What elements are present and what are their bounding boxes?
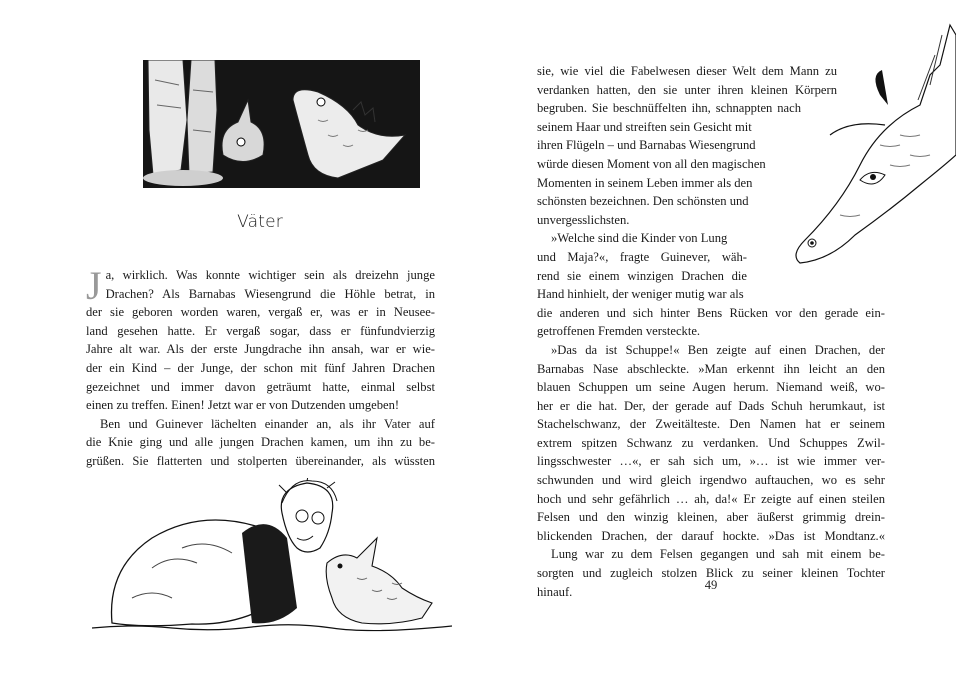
- text-line: hinauf.: [537, 584, 573, 599]
- text-line: die anderen und sich hinter Bens Rücken vor den gerade ein-: [537, 305, 885, 320]
- text-line: würde diesen Moment von all den magischen: [537, 156, 766, 171]
- text-line: »Welche sind die Kinder von Lung: [551, 231, 728, 246]
- text-line: die Knie ging und alle jungen Drachen kamen, um ihn zu be-: [86, 435, 435, 450]
- drop-cap: J: [86, 263, 102, 308]
- chapter-header-illustration: [143, 60, 420, 188]
- text-line: seinem Haar und streiften sein Gesicht mit: [537, 119, 752, 134]
- text-line: Hand hinhielt, der weniger mutig war als: [537, 287, 744, 302]
- text-line: schwunden und wird gleich irgendwo auftauchen, wo es sehr: [537, 473, 885, 488]
- text-line: Stachelschwanz, der Zweitälteste. Den Namen hat er seinem: [537, 417, 885, 432]
- text-line: Ben und Guinever lächelten einander an, als ihr Vater auf: [100, 416, 435, 431]
- paragraph: [537, 62, 885, 229]
- paragraph: [537, 341, 885, 546]
- paragraph: [86, 263, 435, 415]
- text-line: Momenten in seinem Leben immer als den: [537, 175, 753, 190]
- text-line: schönsten bezeichnen. Den schönsten und: [537, 194, 749, 209]
- text-line: Lung war zu dem Felsen gegangen und sah mit einem be-: [551, 547, 885, 562]
- text-line: begruben. Sie beschnüffelten ihn, schnappten nach: [537, 101, 801, 116]
- barnabas-with-dragon-illustration: [92, 478, 452, 638]
- text-line: verdanken hatten, den sie unter ihren kleinen Körpern: [537, 82, 837, 97]
- text-line: extrem spitzen Schwanz zu verdanken. Und Schuppes Zwil-: [537, 435, 885, 450]
- text-line: einen zu treffen. Einen! Jetzt war er von Dutzenden umgeben!: [86, 398, 400, 413]
- text-line: hoch und sehr gefährlich … ah, da!« Er zeigte auf einen steilen: [537, 491, 885, 506]
- right-page-text: [537, 62, 885, 601]
- text-line: ihren Flügeln – und Barnabas Wiesengrund: [537, 138, 756, 153]
- text-line: blauen Schuppen um seine Augen herum. Niemand weiß, wo-: [537, 380, 885, 395]
- chapter-title: Väter: [237, 212, 283, 232]
- text-line: Drachen? Als Barnabas Wiesengrund die Höhle betrat, in: [105, 286, 435, 301]
- page-number: 49: [704, 578, 718, 592]
- text-line: grüßen. Sie flatterten und stolperten übereinander, als wüssten: [86, 453, 435, 468]
- text-line: blickenden Drachen, der darauf hockte. »Das ist Mondtanz.«: [537, 528, 885, 543]
- left-page-text: [86, 263, 435, 471]
- text-line: her er die hat. Der, der gerade auf Dads Schuh herumkaut, ist: [537, 398, 885, 413]
- text-line: getroffenen Fremden versteckte.: [537, 324, 701, 339]
- text-line: »Das da ist Schuppe!« Ben zeigte auf einen Drachen, der: [551, 342, 885, 357]
- text-line: rend sie einem winzigen Drachen die: [537, 268, 747, 283]
- text-line: sie, wie viel die Fabelwesen dieser Welt dem Mann zu: [537, 64, 837, 78]
- text-line: Barnabas Nase abschleckte. »Man erkennt ihn leicht an den: [537, 361, 885, 376]
- text-line: und Maja?«, fragte Guinever, wäh-: [537, 249, 747, 264]
- paragraph: [537, 229, 885, 341]
- text-line: a, wirklich. Was konnte wichtiger sein als dreizehn junge: [105, 268, 435, 282]
- text-line: land gesehen hatte. Er vergaß sogar, dass er fünfundvierzig: [86, 323, 435, 338]
- text-line: der sie geboren worden waren, vergaß er, was er in Neusee-: [86, 305, 435, 320]
- text-line: der ein Kind – der Junge, der schon mit fünf Jahren Drachen: [86, 360, 435, 375]
- text-line: Felsen und den winzig kleinen, aber äußerst grimmig drein-: [537, 510, 885, 525]
- text-line: lingsschwester …«, er sah sich um, »… ist wie immer ver-: [537, 454, 885, 469]
- text-line: sorgten und zugleich stolzen Blick zu seiner kleinen Tochter: [537, 566, 885, 581]
- text-line: unvergesslichsten.: [537, 212, 630, 227]
- text-line: gezeichnet und immer davon geträumt hatte, einmal selbst: [86, 379, 435, 394]
- text-line: Jahre alt war. Als der erste Jungdrache ihn ansah, war er wie-: [86, 342, 435, 357]
- paragraph: [86, 415, 435, 471]
